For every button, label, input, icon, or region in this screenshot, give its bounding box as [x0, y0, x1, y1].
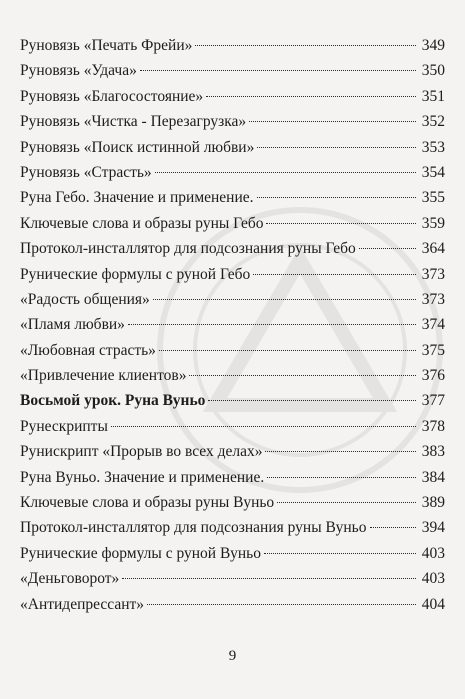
dot-leader [265, 451, 416, 452]
toc-entry-page: 404 [421, 595, 445, 613]
toc-entry [20, 262, 445, 287]
toc-entry-page: 353 [421, 138, 445, 156]
dot-leader [159, 350, 416, 351]
toc-entry-page: 373 [421, 290, 445, 308]
toc-entry-page: 384 [421, 468, 445, 486]
toc-entry-title: Протокол-инсталлятор для подсознания руны Вуньо [20, 519, 367, 537]
dot-leader [264, 553, 416, 554]
toc-entry-title: Руна Вуньо. Значение и применение. [20, 468, 265, 486]
toc-entry-title: Рунескрипты [20, 417, 108, 435]
toc-entry-page: 376 [421, 367, 445, 385]
toc-entry-title: Руновязь «Печать Фрейи» [20, 37, 193, 54]
toc-entry-title: Ключевые слова и образы руны Гебо [20, 214, 264, 232]
toc-entry [20, 414, 445, 439]
toc-entry-title: Руновязь «Благосостояние» [20, 87, 204, 105]
toc-entry-page: 374 [421, 316, 445, 334]
toc-entry-page: 349 [421, 37, 445, 54]
toc-entry-title: «Деньговорот» [20, 570, 120, 588]
toc-entry-title: Руна Гебо. Значение и применение. [20, 189, 254, 207]
toc-entry-title: «Пламя любви» [20, 316, 125, 334]
dot-leader [153, 299, 416, 300]
dot-leader [257, 147, 416, 148]
toc-entry-title: Руновязь «Поиск истинной любви» [20, 138, 255, 156]
toc-entry-page: 394 [421, 519, 445, 537]
toc-entry-title: Руновязь «Страсть» [20, 163, 152, 181]
page-number: 9 [228, 648, 237, 664]
table-of-contents [20, 33, 445, 617]
toc-entry [20, 363, 445, 388]
toc-entry-page: 403 [421, 544, 445, 562]
toc-entry-title: Протокол-инсталлятор для подсознания руны Гебо [20, 240, 356, 258]
toc-entry-page: 383 [421, 443, 445, 461]
dot-leader [257, 197, 416, 198]
dot-leader [189, 375, 416, 376]
toc-entry [20, 338, 445, 363]
toc-entry-page: 403 [421, 570, 445, 588]
toc-entry [20, 160, 445, 185]
toc-entry-page: 389 [421, 494, 445, 512]
toc-entry-page: 350 [421, 62, 445, 80]
toc-entry-page: 377 [421, 392, 445, 410]
toc-entry-title: «Привлечение клиентов» [20, 367, 187, 385]
dot-leader [253, 274, 416, 275]
toc-entry [20, 490, 445, 515]
toc-entry [20, 58, 445, 83]
toc-entry [20, 185, 445, 210]
toc-entry-page: 352 [421, 113, 445, 131]
dot-leader [266, 223, 416, 224]
toc-entry-page: 355 [421, 189, 445, 207]
toc-entry-page: 354 [421, 163, 445, 181]
toc-entry-title: Рунискрипт «Прорыв во всех делах» [20, 443, 263, 461]
toc-entry [20, 236, 445, 261]
toc-entry-title: «Радость общения» [20, 290, 150, 308]
toc-entry [20, 135, 445, 160]
toc-entry [20, 109, 445, 134]
toc-entry [20, 211, 445, 236]
dot-leader [147, 604, 416, 605]
toc-entry [20, 541, 445, 566]
toc-entry-page: 378 [421, 417, 445, 435]
toc-entry-page: 364 [421, 240, 445, 258]
dot-leader [208, 400, 416, 401]
dot-leader [195, 45, 416, 46]
toc-entry [20, 515, 445, 540]
dot-leader [128, 324, 416, 325]
toc-entry-title: «Любовная страсть» [20, 341, 156, 359]
toc-entry [20, 33, 445, 58]
toc-entry-page: 359 [421, 214, 445, 232]
dot-leader [122, 578, 416, 579]
dot-leader [370, 527, 417, 528]
toc-entry-page: 351 [421, 87, 445, 105]
toc-entry-page: 373 [421, 265, 445, 283]
toc-entry [20, 287, 445, 312]
toc-entry-title: Руновязь «Удача» [20, 62, 137, 80]
toc-entry [20, 566, 445, 591]
dot-leader [267, 477, 416, 478]
toc-entry [20, 592, 445, 617]
toc-entry-title: Рунические формулы с руной Гебо [20, 265, 251, 283]
toc-entry-title: Восьмой урок. Руна Вуньо [20, 392, 206, 410]
dot-leader [249, 121, 416, 122]
dot-leader [206, 96, 416, 97]
dot-leader [359, 248, 416, 249]
toc-entry [20, 465, 445, 490]
dot-leader [277, 502, 416, 503]
toc-entry [20, 439, 445, 464]
toc-chapter-entry [20, 388, 445, 413]
dot-leader [140, 70, 416, 71]
toc-entry-title: Рунические формулы с руной Вуньо [20, 544, 261, 562]
toc-entry-title: Ключевые слова и образы руны Вуньо [20, 494, 275, 512]
toc-entry [20, 84, 445, 109]
toc-entry [20, 312, 445, 337]
dot-leader [155, 172, 416, 173]
toc-entry-page: 375 [421, 341, 445, 359]
dot-leader [111, 426, 416, 427]
toc-entry-title: «Антидепрессант» [20, 595, 145, 613]
toc-entry-title: Руновязь «Чистка - Перезагрузка» [20, 113, 247, 131]
